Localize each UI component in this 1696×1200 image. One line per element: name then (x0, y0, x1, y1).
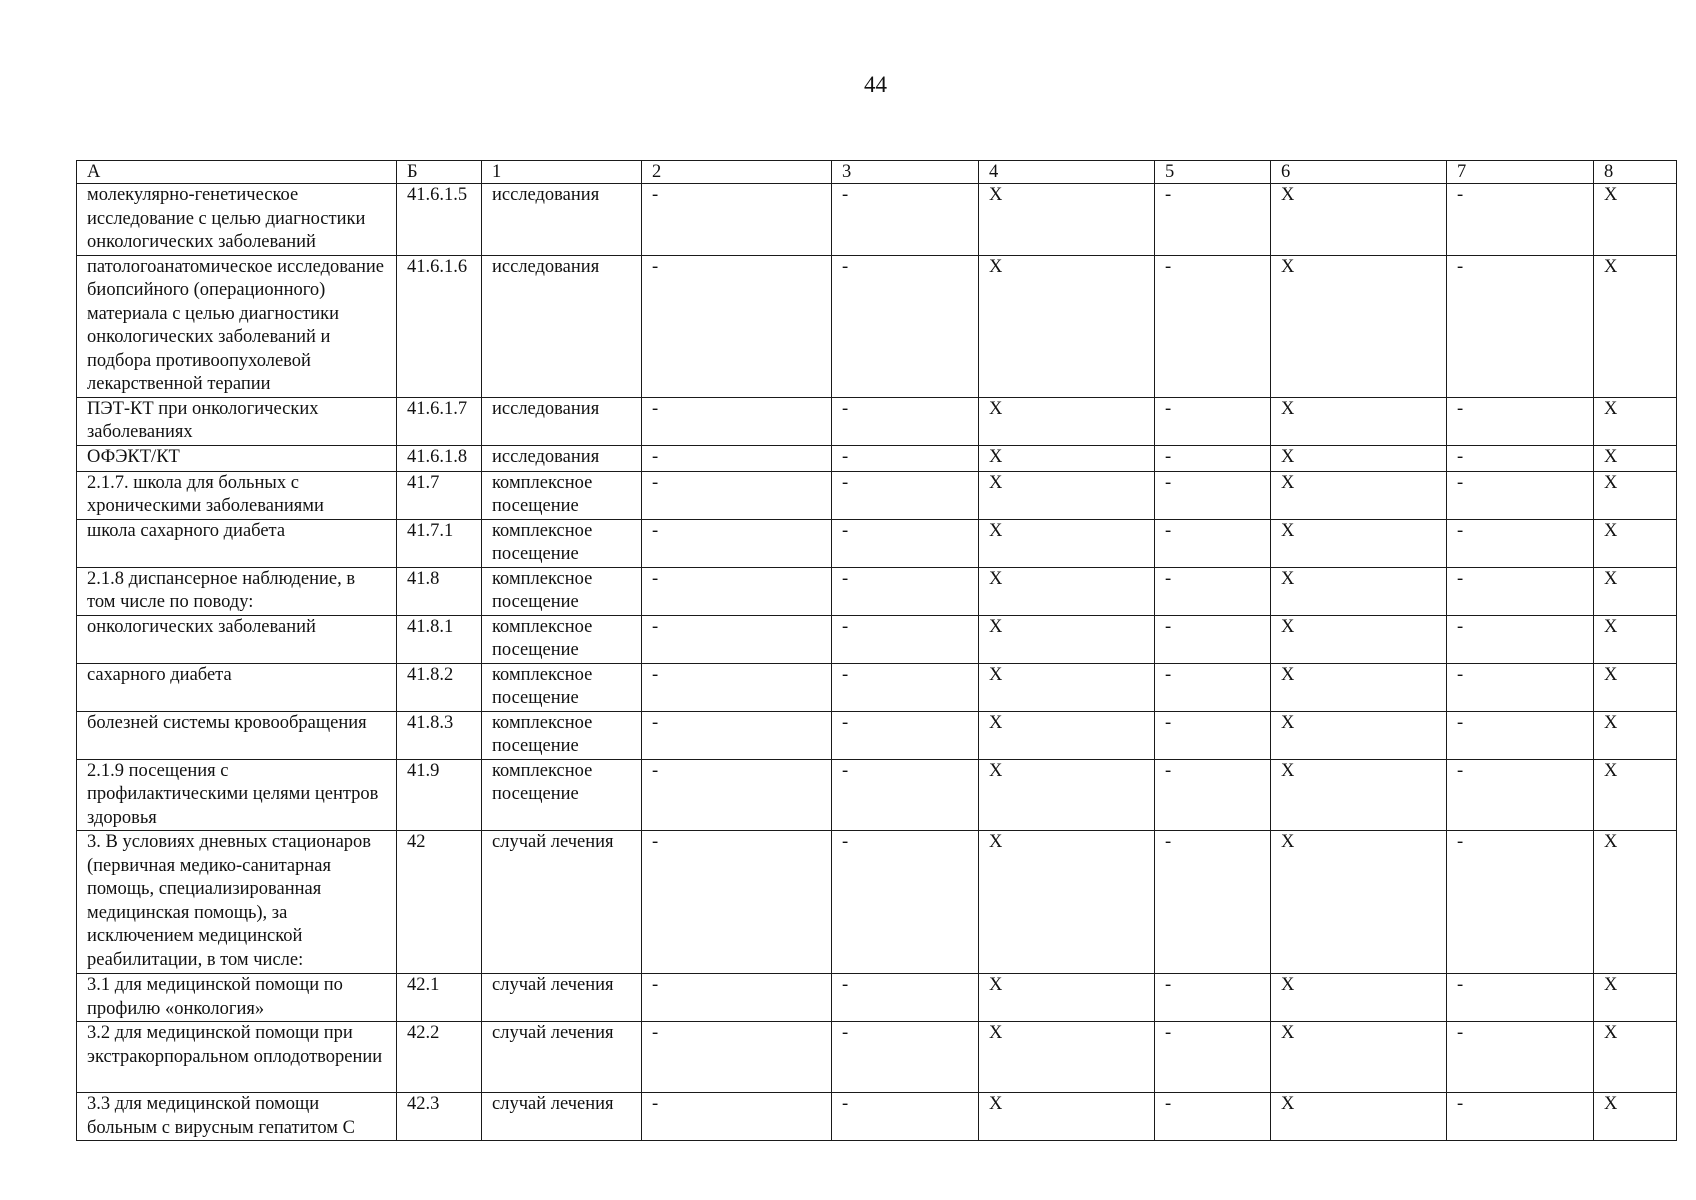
row-name-cell: ОФЭКТ/КТ (77, 445, 397, 471)
row-value-8: Х (1594, 974, 1677, 1022)
row-value-5: - (1155, 471, 1271, 519)
row-value-4: Х (979, 567, 1155, 615)
table-body (77, 184, 1677, 1141)
row-value-5: - (1155, 1022, 1271, 1093)
row-value-7: - (1447, 974, 1594, 1022)
table-header (77, 161, 1677, 184)
row-value-5: - (1155, 1093, 1271, 1141)
row-value-6: Х (1271, 1093, 1447, 1141)
row-value-8: Х (1594, 255, 1677, 397)
row-name-cell: 2.1.7. школа для больных с хроническими заболеваниями (77, 471, 397, 519)
row-value-7: - (1447, 397, 1594, 445)
row-name-cell: 3.2 для медицинской помощи при экстракорпоральном оплодотворении (77, 1022, 397, 1093)
row-value-6: Х (1271, 831, 1447, 974)
row-unit-cell: комплексное посещение (482, 519, 642, 567)
row-value-4: Х (979, 974, 1155, 1022)
header-cell-5: 5 (1155, 161, 1271, 184)
row-value-2: - (642, 974, 832, 1022)
row-value-8: Х (1594, 567, 1677, 615)
row-value-7: - (1447, 831, 1594, 974)
row-value-6: Х (1271, 663, 1447, 711)
header-cell-2: 2 (642, 161, 832, 184)
row-code-cell: 41.7.1 (397, 519, 482, 567)
table-row (77, 255, 1677, 397)
row-value-4: Х (979, 519, 1155, 567)
row-value-6: Х (1271, 255, 1447, 397)
row-value-8: Х (1594, 663, 1677, 711)
row-value-8: Х (1594, 397, 1677, 445)
row-value-2: - (642, 445, 832, 471)
row-name-cell: онкологических заболеваний (77, 615, 397, 663)
row-value-3: - (832, 759, 979, 831)
row-value-8: Х (1594, 445, 1677, 471)
row-value-6: Х (1271, 445, 1447, 471)
row-value-2: - (642, 397, 832, 445)
row-value-2: - (642, 1093, 832, 1141)
row-value-7: - (1447, 255, 1594, 397)
row-value-3: - (832, 615, 979, 663)
row-unit-cell: случай лечения (482, 1093, 642, 1141)
header-cell-8: 8 (1594, 161, 1677, 184)
row-value-7: - (1447, 759, 1594, 831)
header-cell-a: А (77, 161, 397, 184)
row-value-4: Х (979, 663, 1155, 711)
row-name-cell: 3.1 для медицинской помощи по профилю «онкология» (77, 974, 397, 1022)
row-value-4: Х (979, 445, 1155, 471)
row-value-5: - (1155, 519, 1271, 567)
row-value-3: - (832, 471, 979, 519)
row-value-2: - (642, 184, 832, 256)
row-value-4: Х (979, 711, 1155, 759)
row-value-7: - (1447, 519, 1594, 567)
row-value-4: Х (979, 397, 1155, 445)
table-row (77, 567, 1677, 615)
row-name-cell: школа сахарного диабета (77, 519, 397, 567)
row-value-8: Х (1594, 615, 1677, 663)
row-value-5: - (1155, 831, 1271, 974)
row-value-3: - (832, 519, 979, 567)
row-code-cell: 42.1 (397, 974, 482, 1022)
row-value-2: - (642, 711, 832, 759)
row-value-5: - (1155, 974, 1271, 1022)
header-cell-6: 6 (1271, 161, 1447, 184)
row-code-cell: 41.6.1.5 (397, 184, 482, 256)
row-value-8: Х (1594, 519, 1677, 567)
table-row (77, 1093, 1677, 1141)
row-name-cell: 2.1.9 посещения с профилактическими целями центров здоровья (77, 759, 397, 831)
row-value-8: Х (1594, 711, 1677, 759)
row-value-8: Х (1594, 831, 1677, 974)
row-unit-cell: случай лечения (482, 1022, 642, 1093)
header-cell-3: 3 (832, 161, 979, 184)
row-value-2: - (642, 615, 832, 663)
table-row (77, 184, 1677, 256)
row-value-3: - (832, 397, 979, 445)
row-value-3: - (832, 255, 979, 397)
row-value-8: Х (1594, 759, 1677, 831)
row-unit-cell: комплексное посещение (482, 663, 642, 711)
row-value-3: - (832, 974, 979, 1022)
row-unit-cell: случай лечения (482, 831, 642, 974)
row-value-2: - (642, 255, 832, 397)
row-value-2: - (642, 1022, 832, 1093)
row-name-cell: 2.1.8 диспансерное наблюдение, в том числе по поводу: (77, 567, 397, 615)
table-row (77, 974, 1677, 1022)
header-cell-4: 4 (979, 161, 1155, 184)
row-name-cell: ПЭТ-КТ при онкологических заболеваниях (77, 397, 397, 445)
row-value-6: Х (1271, 759, 1447, 831)
table-row (77, 445, 1677, 471)
row-code-cell: 42.2 (397, 1022, 482, 1093)
row-name-cell: патологоанатомическое исследование биопсийного (операционного) материала с целью диагностики онкологических заболеваний и подбора противоопухолевой лекарственной терапии (77, 255, 397, 397)
row-value-7: - (1447, 184, 1594, 256)
row-value-3: - (832, 1022, 979, 1093)
row-value-5: - (1155, 184, 1271, 256)
row-value-6: Х (1271, 471, 1447, 519)
row-name-cell: 3.3 для медицинской помощи больным с вирусным гепатитом С (77, 1093, 397, 1141)
row-value-7: - (1447, 567, 1594, 615)
header-cell-7: 7 (1447, 161, 1594, 184)
row-value-3: - (832, 445, 979, 471)
table-row (77, 1022, 1677, 1093)
row-value-8: Х (1594, 184, 1677, 256)
row-value-3: - (832, 1093, 979, 1141)
row-value-4: Х (979, 759, 1155, 831)
row-value-5: - (1155, 445, 1271, 471)
table-row (77, 711, 1677, 759)
page-number: 44 (864, 72, 887, 97)
row-value-6: Х (1271, 567, 1447, 615)
row-code-cell: 41.8.3 (397, 711, 482, 759)
row-value-2: - (642, 471, 832, 519)
row-code-cell: 41.6.1.6 (397, 255, 482, 397)
row-value-2: - (642, 567, 832, 615)
row-code-cell: 41.8.1 (397, 615, 482, 663)
row-name-cell: 3. В условиях дневных стационаров (первичная медико-санитарная помощь, специализированная медицинская помощь), за исключением медицинской реабилитации, в том числе: (77, 831, 397, 974)
row-unit-cell: комплексное посещение (482, 711, 642, 759)
row-name-cell: сахарного диабета (77, 663, 397, 711)
row-value-5: - (1155, 397, 1271, 445)
row-code-cell: 41.9 (397, 759, 482, 831)
table-row (77, 759, 1677, 831)
row-unit-cell: комплексное посещение (482, 759, 642, 831)
row-value-7: - (1447, 711, 1594, 759)
table-row (77, 471, 1677, 519)
table-row (77, 519, 1677, 567)
row-value-8: Х (1594, 1093, 1677, 1141)
row-value-8: Х (1594, 1022, 1677, 1093)
row-value-3: - (832, 567, 979, 615)
row-value-3: - (832, 711, 979, 759)
row-value-7: - (1447, 615, 1594, 663)
row-unit-cell: комплексное посещение (482, 567, 642, 615)
row-value-8: Х (1594, 471, 1677, 519)
row-value-4: Х (979, 831, 1155, 974)
row-value-4: Х (979, 1093, 1155, 1141)
row-unit-cell: случай лечения (482, 974, 642, 1022)
row-code-cell: 41.8 (397, 567, 482, 615)
header-row (77, 161, 1677, 184)
row-value-5: - (1155, 663, 1271, 711)
row-value-2: - (642, 519, 832, 567)
row-unit-cell: исследования (482, 255, 642, 397)
row-name-cell: молекулярно-генетическое исследование с целью диагностики онкологических заболеваний (77, 184, 397, 256)
table-row (77, 397, 1677, 445)
data-table (76, 160, 1677, 1141)
row-value-4: Х (979, 471, 1155, 519)
row-value-7: - (1447, 1022, 1594, 1093)
row-value-4: Х (979, 615, 1155, 663)
header-cell-b: Б (397, 161, 482, 184)
row-value-6: Х (1271, 711, 1447, 759)
table-row (77, 663, 1677, 711)
row-value-3: - (832, 831, 979, 974)
row-code-cell: 41.6.1.8 (397, 445, 482, 471)
row-value-6: Х (1271, 184, 1447, 256)
row-code-cell: 42.3 (397, 1093, 482, 1141)
row-value-5: - (1155, 711, 1271, 759)
header-cell-1: 1 (482, 161, 642, 184)
table-row (77, 831, 1677, 974)
row-unit-cell: комплексное посещение (482, 471, 642, 519)
row-code-cell: 42 (397, 831, 482, 974)
row-value-5: - (1155, 255, 1271, 397)
row-value-4: Х (979, 255, 1155, 397)
row-unit-cell: исследования (482, 445, 642, 471)
row-value-6: Х (1271, 397, 1447, 445)
table-row (77, 615, 1677, 663)
row-code-cell: 41.7 (397, 471, 482, 519)
row-value-6: Х (1271, 615, 1447, 663)
row-value-4: Х (979, 1022, 1155, 1093)
row-unit-cell: исследования (482, 397, 642, 445)
row-value-7: - (1447, 663, 1594, 711)
row-unit-cell: исследования (482, 184, 642, 256)
row-code-cell: 41.6.1.7 (397, 397, 482, 445)
row-unit-cell: комплексное посещение (482, 615, 642, 663)
row-value-6: Х (1271, 1022, 1447, 1093)
row-value-2: - (642, 759, 832, 831)
row-value-6: Х (1271, 974, 1447, 1022)
row-value-6: Х (1271, 519, 1447, 567)
row-value-7: - (1447, 471, 1594, 519)
row-code-cell: 41.8.2 (397, 663, 482, 711)
row-value-3: - (832, 184, 979, 256)
row-value-5: - (1155, 567, 1271, 615)
row-value-2: - (642, 663, 832, 711)
row-value-5: - (1155, 759, 1271, 831)
row-value-7: - (1447, 445, 1594, 471)
row-value-4: Х (979, 184, 1155, 256)
row-value-2: - (642, 831, 832, 974)
row-value-3: - (832, 663, 979, 711)
row-value-5: - (1155, 615, 1271, 663)
row-name-cell: болезней системы кровообращения (77, 711, 397, 759)
row-value-7: - (1447, 1093, 1594, 1141)
